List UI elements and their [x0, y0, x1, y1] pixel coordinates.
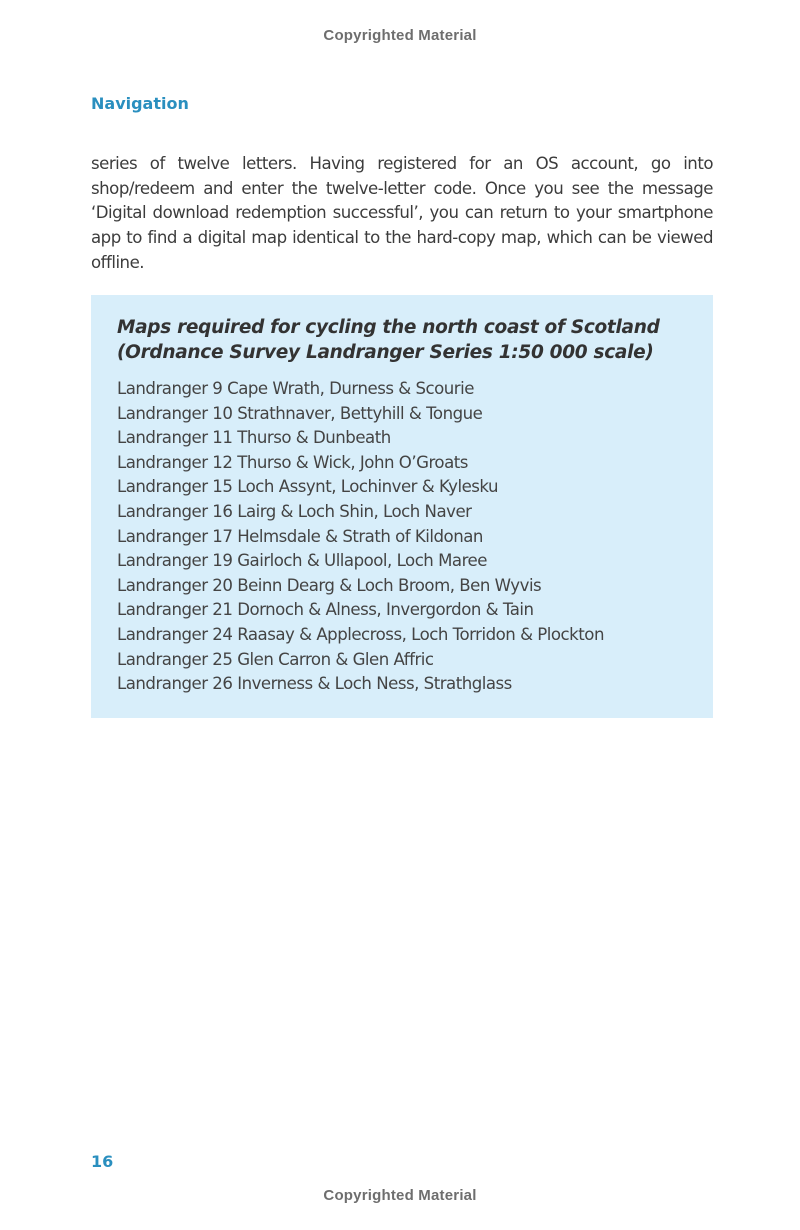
- list-item: Landranger 10 Strathnaver, Bettyhill & Tongue: [117, 403, 483, 423]
- page-number: 16: [91, 1152, 114, 1171]
- list-item: Landranger 15 Loch Assynt, Lochinver & Kylesku: [117, 477, 499, 497]
- maps-list: [117, 377, 687, 697]
- maps-box-title-line-2: (Ordnance Survey Landranger Series 1:50 000 scale): [117, 342, 654, 363]
- list-item: Landranger 24 Raasay & Applecross, Loch Torridon & Plockton: [117, 624, 604, 644]
- maps-required-box: [91, 295, 713, 718]
- maps-box-title-line-1: Maps required for cycling the north coast of Scotland: [117, 317, 660, 338]
- running-head: Navigation: [91, 94, 189, 113]
- list-item: Landranger 25 Glen Carron & Glen Affric: [117, 649, 434, 669]
- list-item: Landranger 26 Inverness & Loch Ness, Strathglass: [117, 674, 512, 694]
- list-item: Landranger 11 Thurso & Dunbeath: [117, 428, 391, 448]
- list-item: Landranger 16 Lairg & Loch Shin, Loch Naver: [117, 501, 472, 521]
- list-item: Landranger 21 Dornoch & Alness, Invergordon & Tain: [117, 600, 534, 620]
- list-item: Landranger 20 Beinn Dearg & Loch Broom, Ben Wyvis: [117, 575, 542, 595]
- list-item: Landranger 19 Gairloch & Ullapool, Loch Maree: [117, 551, 487, 571]
- list-item: Landranger 9 Cape Wrath, Durness & Scourie: [117, 379, 474, 398]
- list-item: Landranger 17 Helmsdale & Strath of Kildonan: [117, 526, 483, 546]
- body-paragraph: series of twelve letters. Having registered for an OS account, go into shop/redeem and enter the twelve-letter code. Once you see the message ‘Digital download redemption successful’, you can return to your smartphone app to find a digital map identical to the hard-copy map, which can be viewed offline.: [91, 154, 713, 272]
- copyright-watermark-top: Copyrighted Material: [323, 27, 477, 44]
- copyright-watermark-bottom: Copyrighted Material: [323, 1187, 477, 1204]
- list-item: Landranger 12 Thurso & Wick, John O’Groats: [117, 452, 468, 472]
- maps-box-title: [117, 315, 687, 365]
